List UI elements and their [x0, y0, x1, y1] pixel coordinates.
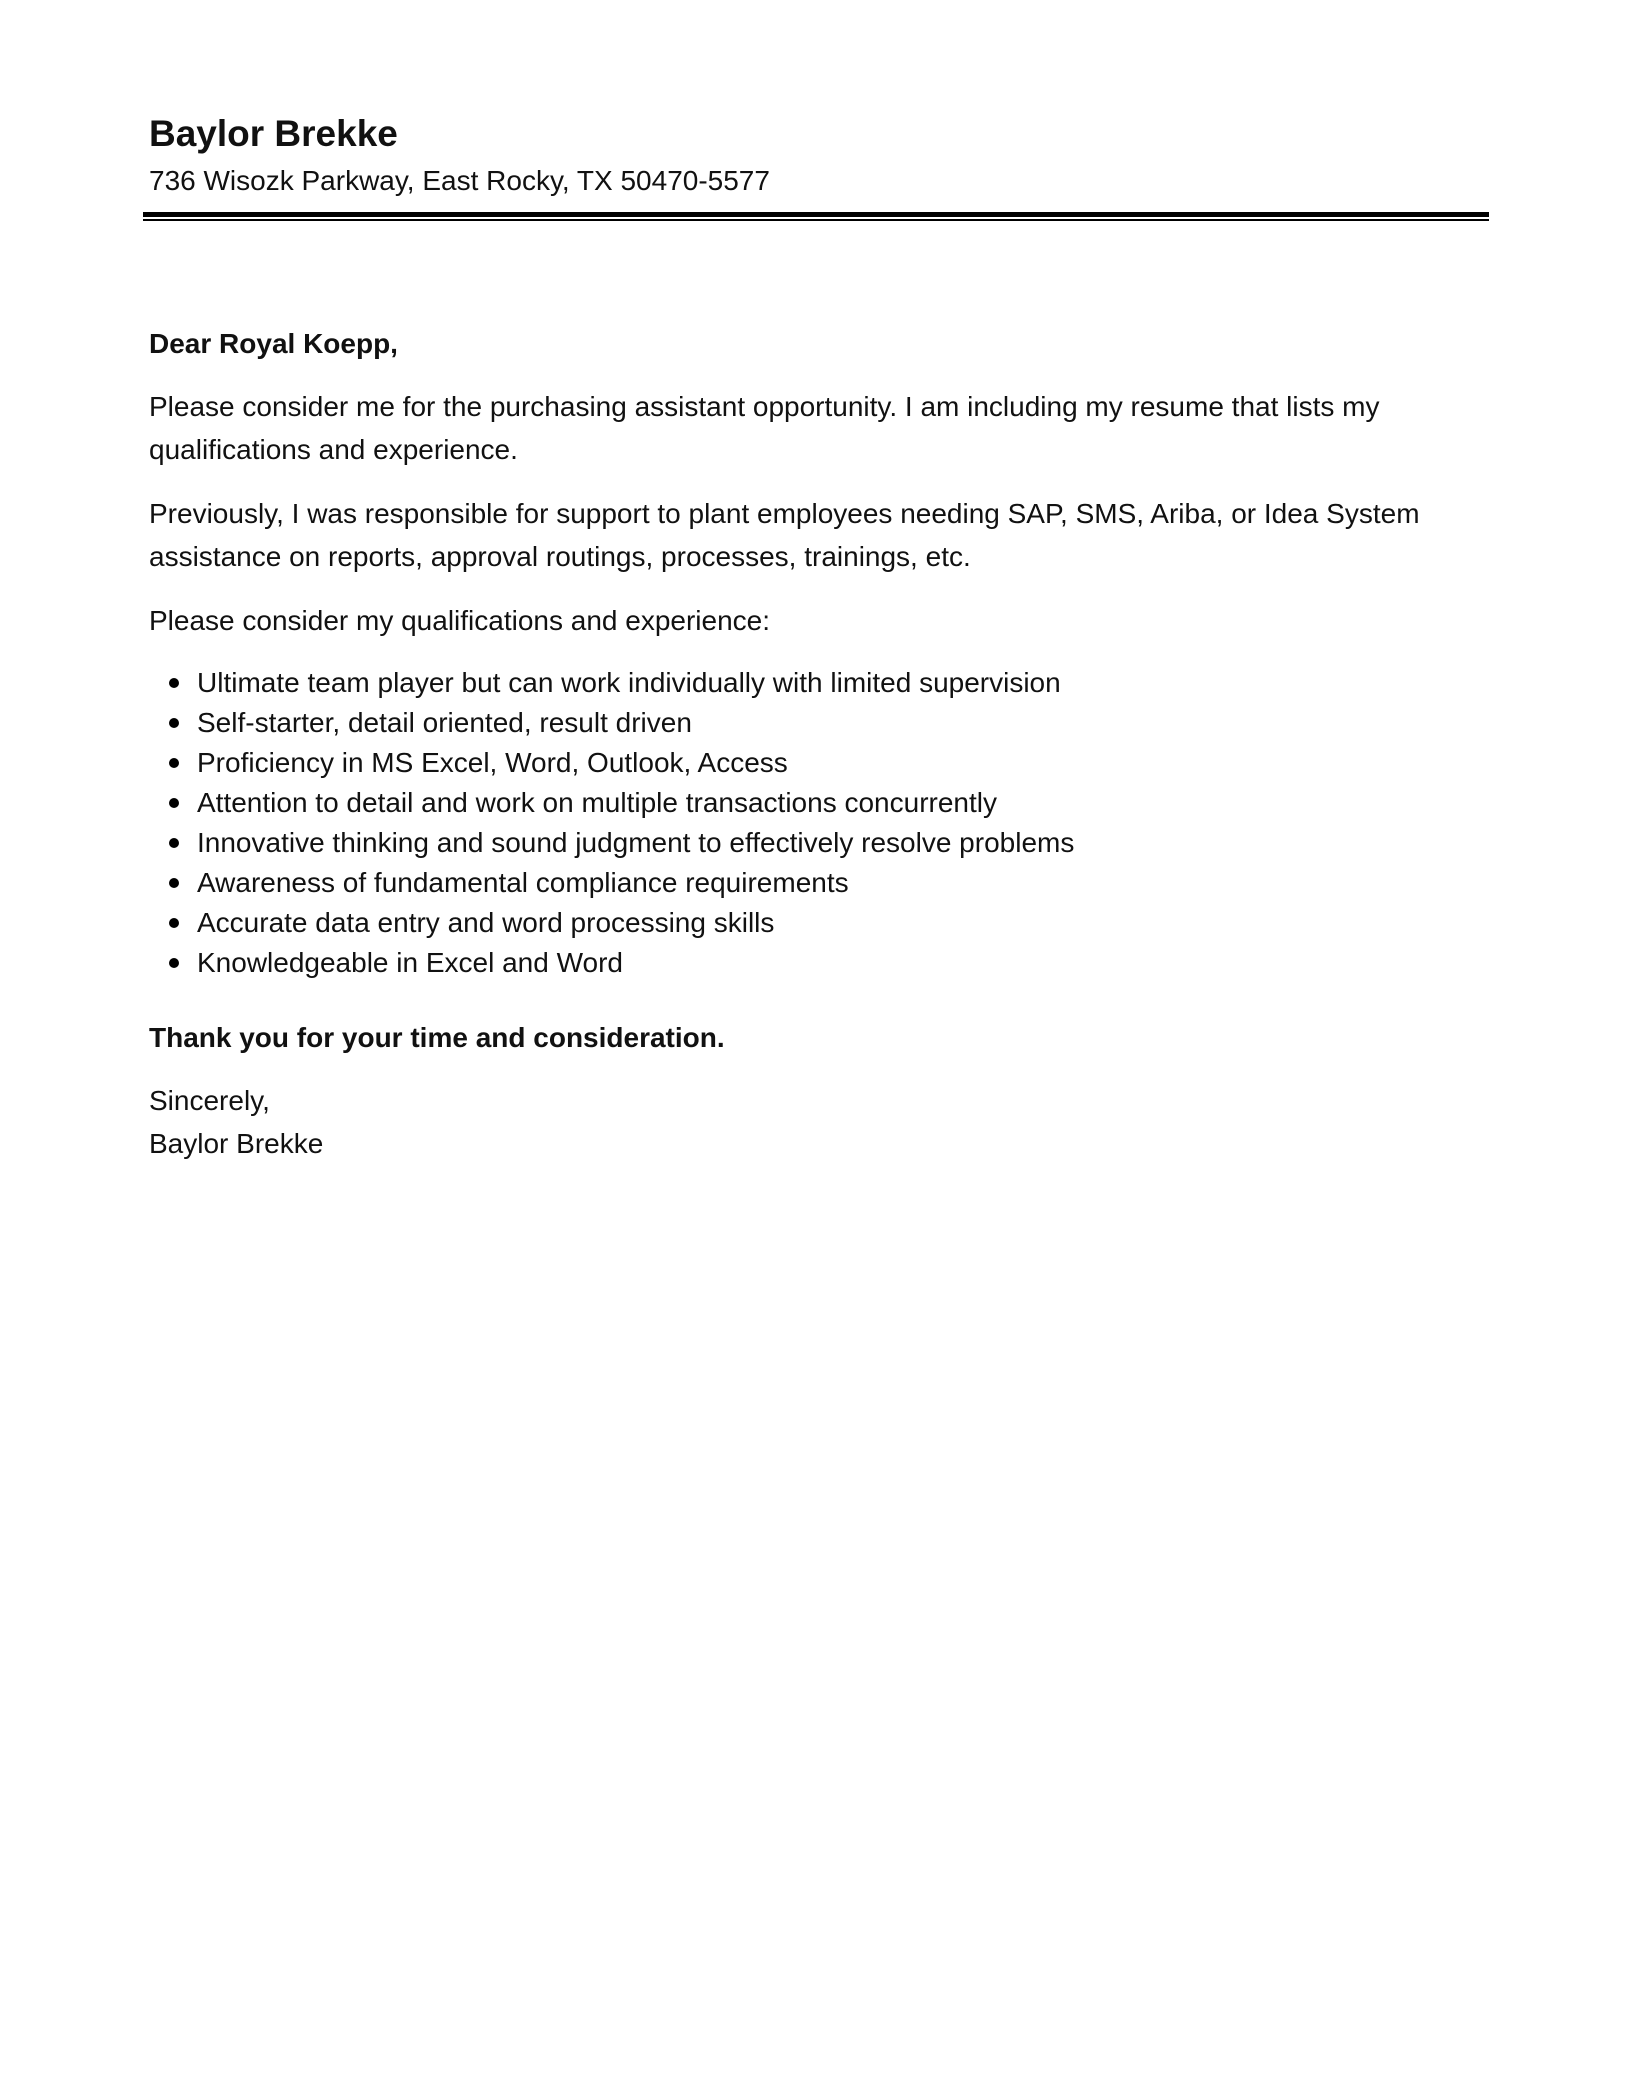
thanks-line: Thank you for your time and consideration.: [149, 1022, 725, 1053]
bullet-icon: [169, 718, 179, 728]
list-item: [149, 743, 1479, 783]
list-item: [149, 823, 1479, 863]
bullet-icon: [169, 878, 179, 888]
header-divider-thin: [143, 219, 1489, 221]
list-item: [149, 703, 1479, 743]
paragraph-qualifications-lead: Please consider my qualifications and experience:: [149, 605, 771, 636]
paragraph-experience: Previously, I was responsible for support to plant employees needing SAP, SMS, Ariba, or Idea System assistance on reports, approval routings, processes, trainings, etc.: [149, 498, 1420, 572]
list-item: [149, 783, 1479, 823]
list-item-text: Ultimate team player but can work individually with limited supervision: [197, 667, 1061, 698]
bullet-icon: [169, 918, 179, 928]
signature: Baylor Brekke: [149, 1128, 324, 1159]
salutation: Dear Royal Koepp,: [149, 328, 398, 359]
list-item: [149, 943, 1479, 983]
bullet-icon: [169, 758, 179, 768]
bullet-icon: [169, 678, 179, 688]
list-item: [149, 863, 1479, 903]
list-item: [149, 663, 1479, 703]
list-item-text: Self-starter, detail oriented, result driven: [197, 707, 692, 738]
list-item-text: Knowledgeable in Excel and Word: [197, 947, 623, 978]
bullet-icon: [169, 958, 179, 968]
list-item-text: Awareness of fundamental compliance requirements: [197, 867, 849, 898]
sender-name: Baylor Brekke: [149, 113, 398, 154]
letter-body: [149, 322, 1479, 1165]
list-item-text: Attention to detail and work on multiple transactions concurrently: [197, 787, 997, 818]
header-divider-thick: [143, 212, 1489, 217]
letter-header: [149, 110, 1489, 200]
list-item: [149, 903, 1479, 943]
list-item-text: Innovative thinking and sound judgment to effectively resolve problems: [197, 827, 1075, 858]
list-item-text: Accurate data entry and word processing skills: [197, 907, 775, 938]
sender-address: 736 Wisozk Parkway, East Rocky, TX 50470-5577: [149, 165, 770, 196]
paragraph-intro: Please consider me for the purchasing assistant opportunity. I am including my resume that lists my qualifications and experience.: [149, 391, 1380, 465]
list-item-text: Proficiency in MS Excel, Word, Outlook, Access: [197, 747, 788, 778]
bullet-icon: [169, 798, 179, 808]
closing: Sincerely,: [149, 1085, 270, 1116]
bullet-icon: [169, 838, 179, 848]
qualifications-list: [149, 663, 1479, 983]
